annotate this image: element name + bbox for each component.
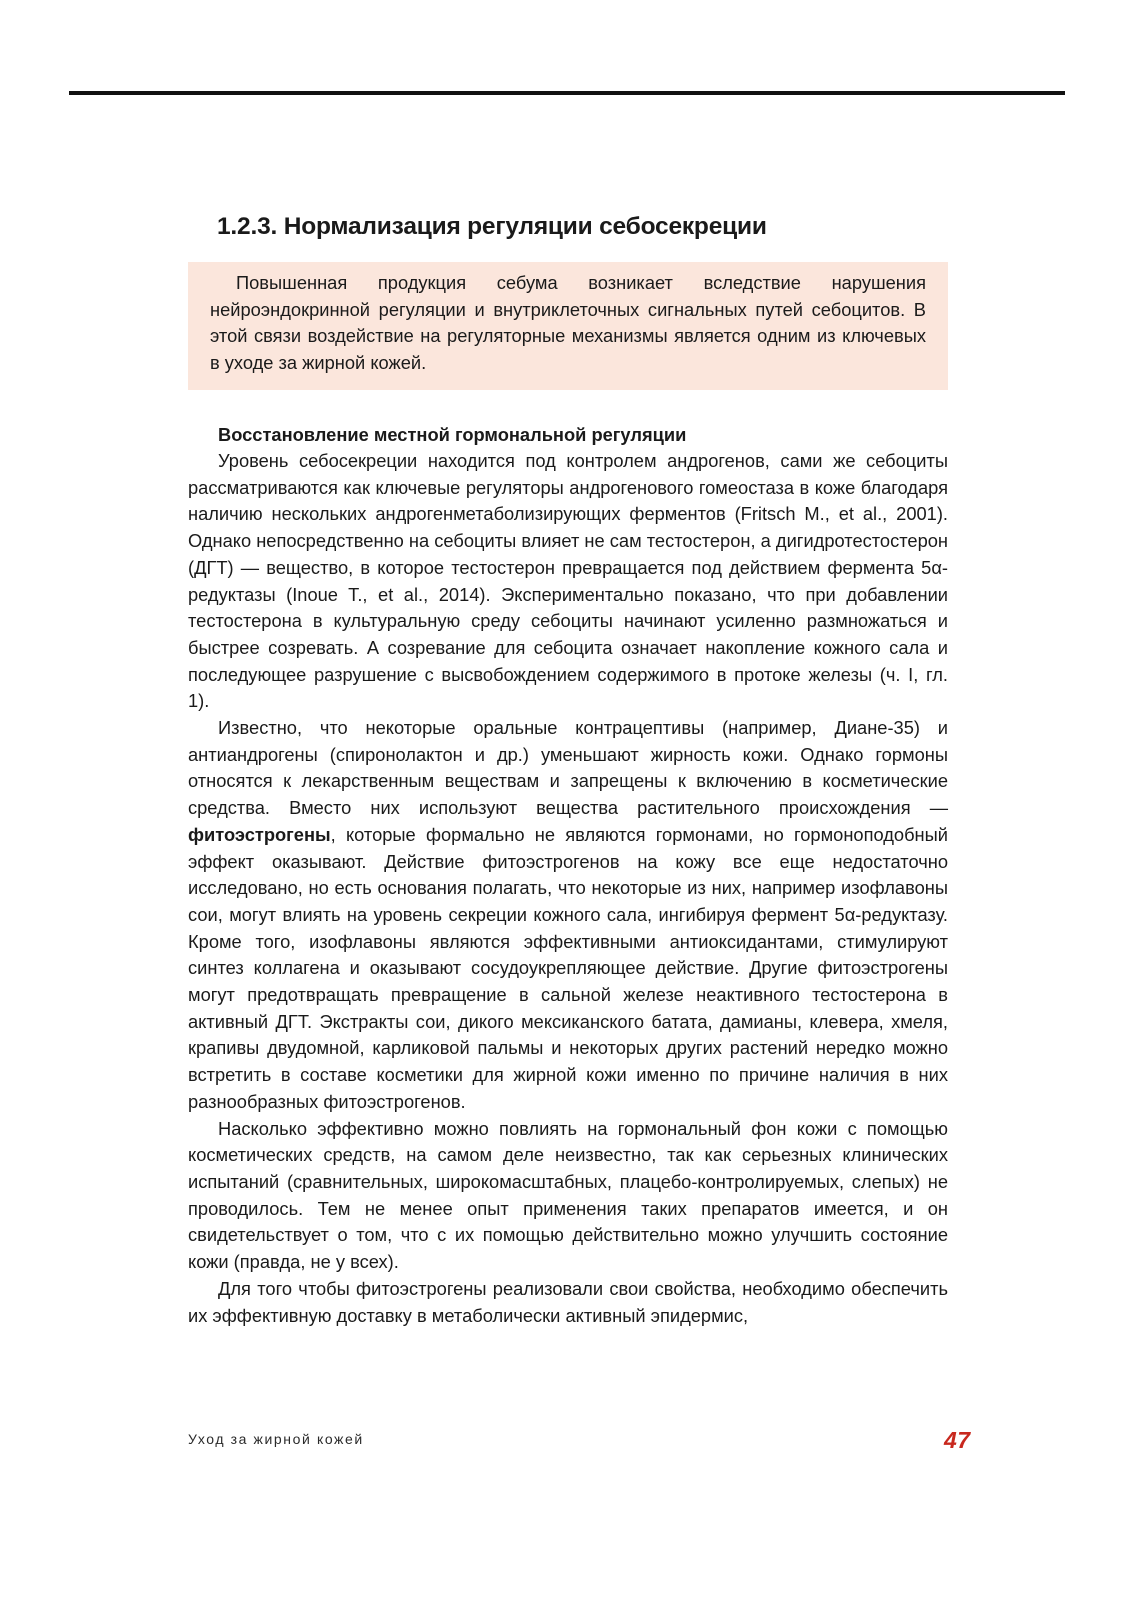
intro-text: Повышенная продукция себума возникает вследствие нарушения нейроэндокринной регуляции и внутриклеточных сигнальных путей себоцитов. В этой связи воздействие на регуляторные механизмы является одним из ключевых в уходе за жирной кожей. <box>210 272 926 373</box>
paragraph-phytoestrogens-start: Известно, что некоторые оральные контрацептивы (например, Диане-35) и антиандрогены (спиронолактон и др.) уменьшают жирность кожи. Однако гормоны относятся к лекарственным веществам и запрещены к включению в косметические средства. Вместо них используют вещества растительного происхождения — <box>188 717 948 819</box>
subsection-heading: Восстановление местной гормональной регуляции <box>218 424 687 445</box>
section-heading: 1.2.3. Нормализация регуляции себосекреции <box>217 213 767 240</box>
paragraph-androgens: Уровень себосекреции находится под контролем андрогенов, сами же себоциты рассматриваются как ключевые регуляторы андрогенового гомеостаза в коже благодаря наличию нескольких андрогенметаболизирующих ферментов (Fritsch M., et al., 2001). Однако непосредственно на себоциты влияет не сам тестостерон, а дигидротестостерон (ДГТ) — вещество, в которое тестостерон превращается под действием фермента 5α-редуктазы (Inoue T., et al., 2014). Экспериментально показано, что при добавлении тестостерона в культуральную среду себоциты начинают усиленно размножаться и быстрее созревать. А созревание для себоцита означает накопление кожного сала и последующее разрушение с высвобождением содержимого в протоке железы (ч. I, гл. 1). <box>188 450 948 712</box>
page-number: 47 <box>944 1427 971 1453</box>
intro-box <box>188 262 948 390</box>
body-content <box>188 421 948 1329</box>
term-phytoestrogens: фитоэстрогены <box>188 823 331 845</box>
paragraph-phytoestrogens <box>188 715 948 1116</box>
running-footer: Уход за жирной кожей <box>188 1431 364 1447</box>
paragraph-delivery: Для того чтобы фитоэстрогены реализовали свои свойства, необходимо обеспечить их эффективную доставку в метаболически активный эпидермис, <box>188 1277 948 1326</box>
paragraph-effectiveness: Насколько эффективно можно повлиять на гормональный фон кожи с помощью косметических средств, на самом деле неизвестно, так как серьезных клинических испытаний (сравнительных, широкомасштабных, плацебо-контролируемых, слепых) не проводилось. Тем не менее опыт применения таких препаратов имеется, и он свидетельствует о том, что с их помощью действительно можно улучшить состояние кожи (правда, не у всех). <box>188 1117 948 1273</box>
paragraph-phytoestrogens-end: , которые формально не являются гормонами, но гормоноподобный эффект оказывают. Действие фитоэстрогенов на кожу все еще недостаточно исследовано, но есть основания полагать, что некоторые из них, например изофлавоны сои, могут влиять на уровень секреции кожного сала, ингибируя фермент 5α-редуктазу. Кроме того, изофлавоны являются эффективными антиоксидантами, стимулируют синтез коллагена и оказывают сосудоукрепляющее действие. Другие фитоэстрогены могут предотвращать превращение в сальной железе неактивного тестостерона в активный ДГТ. Экстракты сои, дикого мексиканского батата, дамианы, клевера, хмеля, крапивы двудомной, карликовой пальмы и некоторых других растений нередко можно встретить в составе косметики для жирной кожи именно по причине наличия в них разнообразных фитоэстрогенов. <box>188 823 948 1112</box>
top-rule <box>69 91 1065 95</box>
